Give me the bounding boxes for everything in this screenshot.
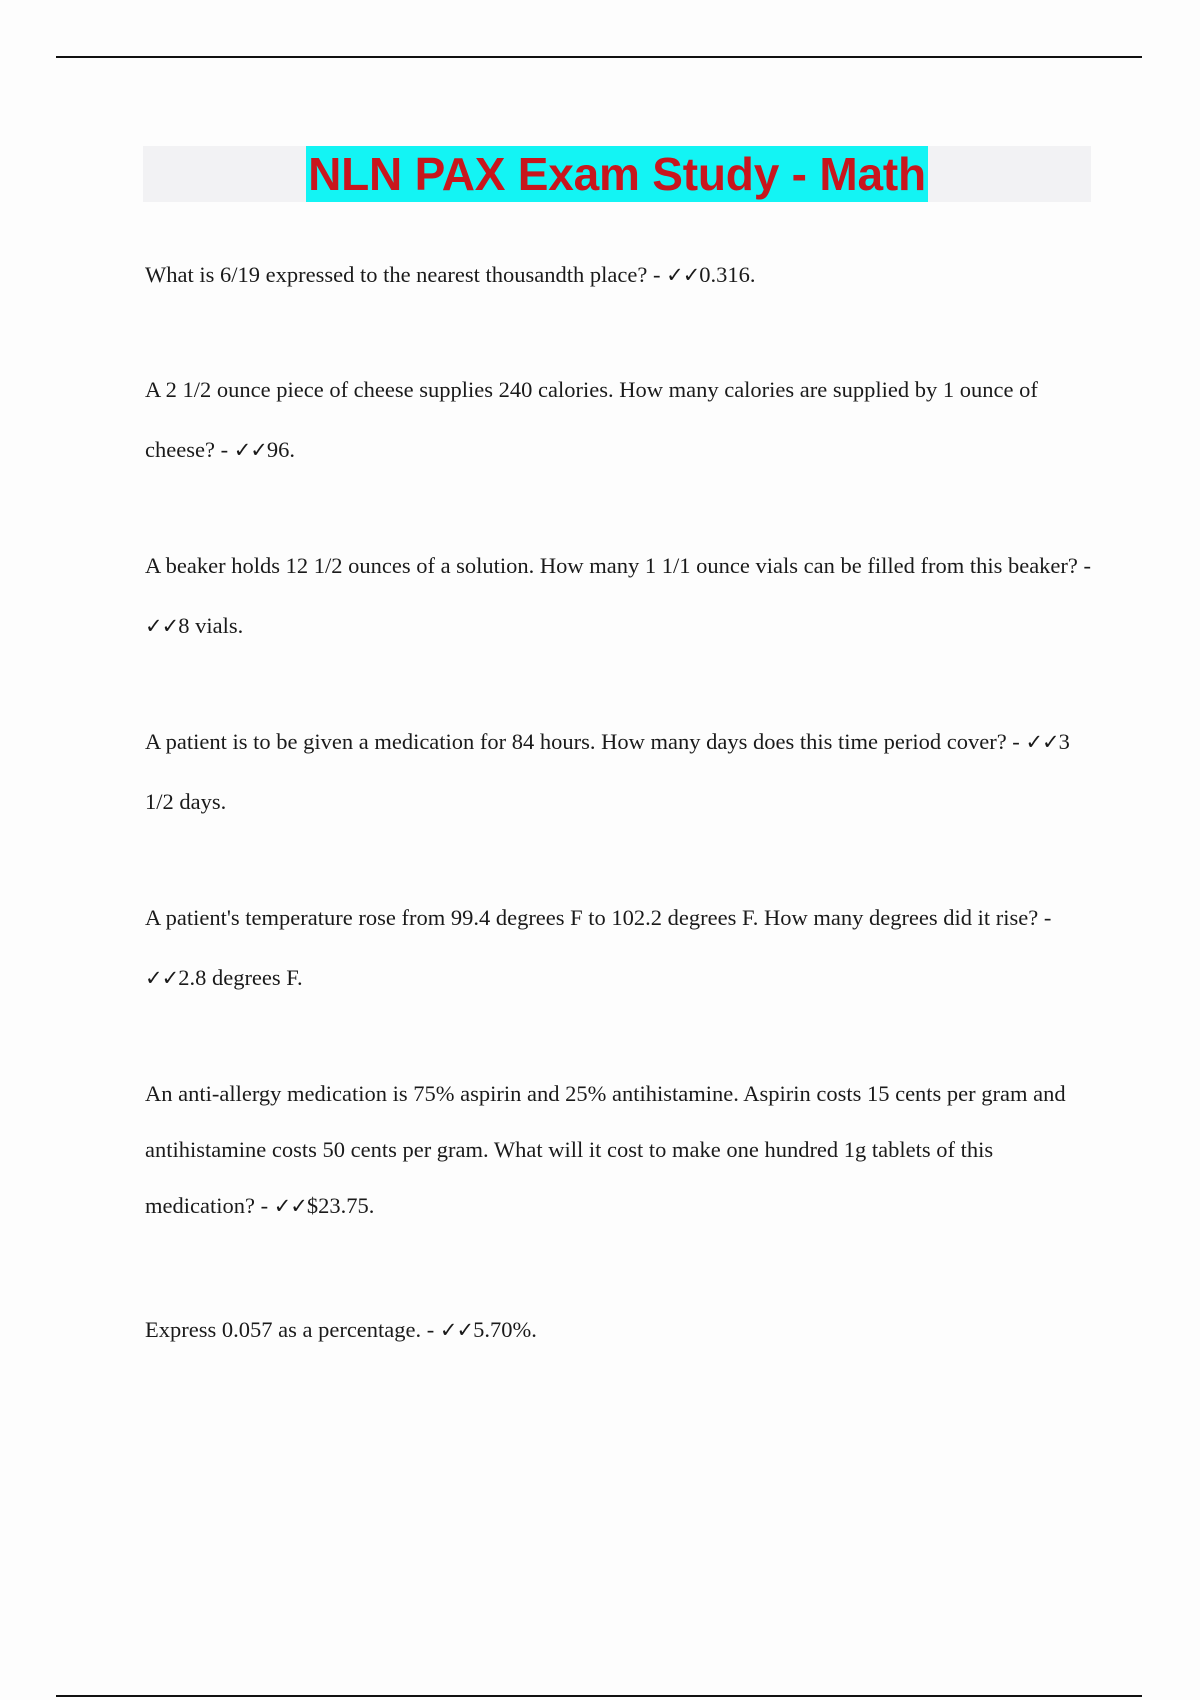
question-text: A patient's temperature rose from 99.4 degrees F to 102.2 degrees F. How many degrees did it rise? - bbox=[145, 905, 1052, 930]
bottom-rule bbox=[56, 1695, 1142, 1697]
answer-text: $23.75. bbox=[306, 1193, 375, 1218]
answer-text: 3 1/2 days. bbox=[145, 729, 1070, 814]
double-check-icon: ✓✓ bbox=[666, 263, 700, 287]
double-check-icon: ✓✓ bbox=[145, 966, 179, 990]
question-text: A patient is to be given a medication for 84 hours. How many days does this time period cover? - bbox=[145, 729, 1026, 754]
qa-item-4 bbox=[145, 712, 1095, 832]
answer-text: 2.8 degrees F. bbox=[178, 965, 303, 990]
title-band bbox=[143, 146, 1091, 202]
qa-item-6 bbox=[145, 1066, 1095, 1234]
answer-text: 8 vials. bbox=[178, 613, 244, 638]
question-text: A beaker holds 12 1/2 ounces of a solution. How many 1 1/1 ounce vials can be filled from this beaker? - bbox=[145, 553, 1092, 578]
double-check-icon: ✓✓ bbox=[439, 1318, 474, 1342]
question-text: What is 6/19 expressed to the nearest thousandth place? - bbox=[145, 262, 667, 287]
qa-item-7 bbox=[145, 1300, 1095, 1360]
qa-item-1 bbox=[145, 245, 1095, 305]
top-rule bbox=[56, 56, 1142, 58]
answer-text: 5.70%. bbox=[473, 1317, 537, 1342]
answer-text: 96. bbox=[266, 437, 296, 462]
question-text: Express 0.057 as a percentage. - bbox=[145, 1317, 440, 1342]
qa-item-5 bbox=[145, 888, 1095, 1008]
qa-item-2 bbox=[145, 360, 1095, 480]
double-check-icon: ✓✓ bbox=[233, 438, 267, 462]
double-check-icon: ✓✓ bbox=[273, 1194, 307, 1218]
question-text: A 2 1/2 ounce piece of cheese supplies 240 calories. How many calories are supplied by 1 ounce of cheese? - bbox=[145, 377, 1038, 462]
document-title: NLN PAX Exam Study - Math bbox=[308, 148, 926, 200]
double-check-icon: ✓✓ bbox=[145, 614, 179, 638]
answer-text: 0.316. bbox=[699, 262, 756, 287]
qa-item-3 bbox=[145, 536, 1095, 656]
double-check-icon: ✓✓ bbox=[1025, 730, 1059, 754]
question-text: An anti-allergy medication is 75% aspirin and 25% antihistamine. Aspirin costs 15 cents per gram and antihistamine costs 50 cents per gram. What will it cost to make one hundred 1g tablets of this medication? - bbox=[145, 1081, 1066, 1218]
